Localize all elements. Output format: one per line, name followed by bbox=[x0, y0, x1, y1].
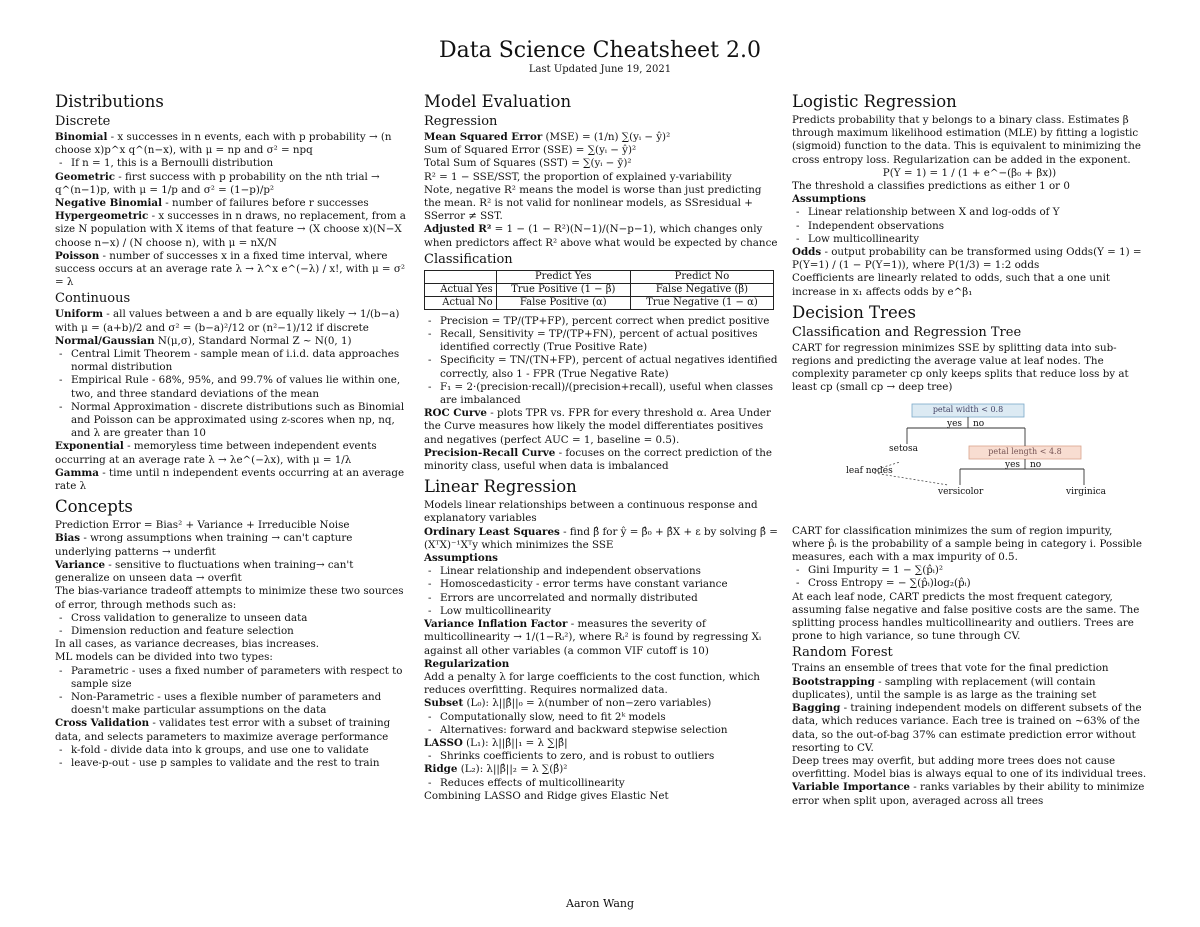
exponential-text bbox=[55, 440, 410, 466]
all-cases-text: In all cases, as variance decreases, bias increases. bbox=[55, 638, 320, 651]
odds-term: Odds bbox=[792, 246, 822, 259]
normal-text bbox=[55, 335, 410, 348]
adj-r2-text bbox=[424, 223, 779, 249]
hypergeo-term: Hypergeometric bbox=[55, 210, 149, 223]
threshold-text: The threshold a classifies predictions as either 1 or 0 bbox=[792, 180, 1070, 193]
roc-desc: - plots TPR vs. FPR for every threshold α. Area Under the Curve measures how likely the model differentiates positives and negatives (perfect AUC = 1, baseline = 0.5). bbox=[424, 407, 771, 446]
list-item: - Linear relationship between X and log-odds of Y bbox=[792, 206, 1147, 219]
gamma-desc: - time until n independent events occurring at an average rate λ bbox=[55, 466, 405, 493]
hypergeo-text bbox=[55, 210, 410, 250]
uniform-term: Uniform bbox=[55, 308, 103, 321]
regularization-heading: Regularization bbox=[424, 657, 510, 670]
bias-text bbox=[55, 532, 410, 558]
ml-types-text: ML models can be divided into two types: bbox=[55, 651, 273, 664]
split2-no-label: no bbox=[1030, 459, 1042, 470]
r2-text: R² = 1 − SSE/SST, the proportion of explained y-variability bbox=[424, 170, 732, 183]
deep-trees-text: Deep trees may overfit, but adding more trees does not cause overfitting. Model bias is always equal to one of its individual trees. bbox=[792, 754, 1147, 781]
table-cell: False Negative (β) bbox=[630, 283, 773, 296]
logistic-heading: Logistic Regression bbox=[792, 92, 957, 111]
column-1 bbox=[55, 88, 410, 770]
table-cell: Predict Yes bbox=[496, 270, 630, 283]
list-item: - Recall, Sensitivity = TP/(TP+FN), percent of actual positives identified correctly (True Positive Rate) bbox=[424, 328, 779, 354]
variance-text bbox=[55, 559, 410, 585]
subset-list bbox=[424, 711, 779, 737]
roc-text bbox=[424, 407, 779, 447]
poisson-term: Poisson bbox=[55, 249, 100, 262]
list-item: - Gini Impurity = 1 − ∑(p̂ᵢ)² bbox=[792, 564, 1147, 577]
negbin-text bbox=[55, 197, 410, 210]
list-item: - k-fold - divide data into k groups, and use one to validate bbox=[55, 744, 410, 757]
ridge-term: Ridge bbox=[424, 763, 458, 776]
mse-term: Mean Squared Error bbox=[424, 131, 543, 143]
logistic-assumptions-heading: Assumptions bbox=[792, 193, 866, 206]
linear-assumptions-heading: Assumptions bbox=[424, 552, 498, 565]
gamma-text bbox=[55, 467, 410, 493]
variance-term: Variance bbox=[55, 558, 106, 571]
subset-text bbox=[424, 697, 779, 710]
list-item: - Non-Parametric - uses a flexible number of parameters and doesn't make particular assumptions on the data bbox=[55, 691, 410, 717]
list-item: - Cross Entropy = − ∑(p̂ᵢ)log₂(p̂ᵢ) bbox=[792, 577, 1147, 590]
table-cell: Actual No bbox=[425, 296, 497, 309]
gamma-term: Gamma bbox=[55, 466, 99, 479]
linear-heading: Linear Regression bbox=[424, 477, 577, 497]
list-item: - Central Limit Theorem - sample mean of i.i.d. data approaches normal distribution bbox=[55, 348, 410, 374]
classification-metrics-list bbox=[424, 315, 779, 407]
vif-desc: - measures the severity of multicollinearity → 1/(1−Rᵢ²), where Rᵢ² is found by regressing Xᵢ against all other variables (a common VIF cutoff is 10) bbox=[424, 618, 762, 657]
binomial-term: Binomial bbox=[55, 131, 108, 143]
list-item: - Dimension reduction and feature selection bbox=[55, 625, 410, 638]
table-cell bbox=[425, 270, 497, 283]
tree-root-label: petal width < 0.8 bbox=[932, 404, 1004, 414]
list-item: - Cross validation to generalize to unseen data bbox=[55, 612, 410, 625]
list-item: - Homoscedasticity - error terms have constant variance bbox=[424, 578, 779, 591]
binomial-desc: - x successes in n events, each with p probability → (n choose x)p^x q^(n−x), with μ = np and σ² = npq bbox=[55, 131, 392, 157]
normal-term: Normal/Gaussian bbox=[55, 334, 155, 347]
linear-intro: Models linear relationships between a continuous response and explanatory variables bbox=[424, 499, 758, 525]
geometric-term: Geometric bbox=[55, 170, 116, 183]
roc-term: ROC Curve bbox=[424, 407, 487, 420]
table-row bbox=[425, 283, 774, 296]
tree-split2-label: petal length < 4.8 bbox=[988, 446, 1062, 456]
poisson-text bbox=[55, 250, 410, 290]
hypergeo-desc: - x successes in n draws, no replacement, from a size N population with X items of that feature → (X choose x)(N−X choose n−x) / (N choose n), with μ = nX/N bbox=[55, 210, 406, 249]
page-header bbox=[0, 38, 1200, 76]
list-item: - Shrinks coefficients to zero, and is robust to outliers bbox=[424, 750, 779, 763]
lasso-text bbox=[424, 737, 779, 750]
coef-text: Coefficients are linearly related to odds, such that a one unit increase in x₁ affects odds by e^β₁ bbox=[792, 272, 1111, 298]
page-footer-author: Aaron Wang bbox=[566, 897, 634, 910]
mse-text bbox=[424, 131, 779, 144]
bias-term: Bias bbox=[55, 532, 81, 545]
bias-desc: - wrong assumptions when training → can't capture underlying patterns → underfit bbox=[55, 532, 353, 558]
last-updated: Last Updated June 19, 2021 bbox=[528, 64, 672, 75]
exponential-desc: - memoryless time between independent events occurring at an average rate λ → λe^(−λx), with μ = 1/λ bbox=[55, 440, 377, 466]
variable-importance-term: Variable Importance bbox=[792, 781, 910, 794]
root-no-label: no bbox=[973, 418, 985, 429]
elastic-net-text: Combining LASSO and Ridge gives Elastic Net bbox=[424, 789, 669, 802]
list-item: - Precision = TP/(TP+FP), percent correct when predict positive bbox=[424, 315, 779, 328]
discrete-heading: Discrete bbox=[55, 114, 111, 129]
ml-types-list bbox=[55, 665, 410, 718]
table-cell: True Negative (1 − α) bbox=[630, 296, 773, 309]
tree-lines bbox=[792, 401, 1147, 523]
regularization-intro: Add a penalty λ for large coefficients to the cost function, which reduces overfitting. Requires normalized data. bbox=[424, 670, 760, 697]
continuous-heading: Continuous bbox=[55, 291, 131, 307]
leaf-nodes-label: leaf nodes bbox=[846, 465, 893, 476]
split2-yes-label: yes bbox=[1005, 459, 1021, 470]
binomial-text bbox=[55, 131, 410, 157]
sst-text: Total Sum of Squares (SST) = ∑(yᵢ − ȳ)² bbox=[424, 157, 632, 170]
list-item: - Parametric - uses a fixed number of parameters with respect to sample size bbox=[55, 665, 410, 691]
mse-desc: (MSE) = (1/n) ∑(yᵢ − ŷ)² bbox=[542, 131, 671, 143]
bagging-term: Bagging bbox=[792, 702, 841, 715]
cart-heading: Classification and Regression Tree bbox=[792, 324, 1022, 340]
cv-list bbox=[55, 744, 410, 770]
table-cell: Actual Yes bbox=[425, 283, 497, 296]
odds-text bbox=[792, 246, 1147, 272]
table-cell: True Positive (1 − β) bbox=[496, 283, 630, 296]
negbin-term: Negative Binomial bbox=[55, 197, 162, 210]
list-item: - Alternatives: forward and backward stepwise selection bbox=[424, 724, 779, 737]
list-item: - F₁ = 2·(precision·recall)/(precision+recall), useful when classes are imbalanced bbox=[424, 381, 779, 407]
column-2 bbox=[424, 88, 779, 803]
bagging-text bbox=[792, 702, 1147, 755]
bootstrapping-text bbox=[792, 676, 1147, 702]
cv-term: Cross Validation bbox=[55, 717, 150, 730]
list-item: - leave-p-out - use p samples to validate and the rest to train bbox=[55, 757, 410, 770]
binomial-list bbox=[55, 157, 410, 170]
adj-r2-term: Adjusted R² bbox=[424, 223, 492, 236]
table-cell: False Positive (α) bbox=[496, 296, 630, 309]
list-item: - Low multicollinearity bbox=[792, 233, 1147, 246]
linear-assumptions-list bbox=[424, 565, 779, 618]
pr-text bbox=[424, 447, 779, 473]
ols-term: Ordinary Least Squares bbox=[424, 525, 560, 538]
lasso-list bbox=[424, 750, 779, 763]
geometric-desc: - first success with p probability on the nth trial → q^(n−1)p, with μ = 1/p and σ² = (1−p)/p² bbox=[55, 170, 380, 196]
list-item: - If n = 1, this is a Bernoulli distribution bbox=[55, 157, 410, 170]
vif-text bbox=[424, 618, 779, 658]
ridge-desc: (L₂): λ||β̂||₂ = λ ∑(β̂)² bbox=[457, 763, 568, 776]
variable-importance-text bbox=[792, 781, 1147, 807]
subset-term: Subset bbox=[424, 697, 464, 710]
list-item: - Reduces effects of multicollinearity bbox=[424, 777, 779, 790]
ols-desc: - find β̂ for ŷ = β̂₀ + β̂X + ε by solving β̂ = (XᵀX)⁻¹Xᵀy which minimizes the SSE bbox=[424, 525, 778, 551]
concepts-heading: Concepts bbox=[55, 497, 133, 517]
list-item: - Empirical Rule - 68%, 95%, and 99.7% of values lie within one, two, and three standard deviations of the mean bbox=[55, 374, 410, 400]
impurity-list bbox=[792, 564, 1147, 590]
table-row bbox=[425, 296, 774, 309]
list-item: - Errors are uncorrelated and normally distributed bbox=[424, 592, 779, 605]
uniform-text bbox=[55, 308, 410, 334]
confusion-matrix bbox=[424, 270, 774, 310]
root-yes-label: yes bbox=[947, 418, 963, 429]
leaf-versicolor: versicolor bbox=[938, 486, 984, 497]
bagging-desc: - training independent models on different subsets of the data, which reduces variance. Each tree is trained on ~63% of the data, so the out-of-bag 37% can estimate prediction error without resorting to CV. bbox=[792, 702, 1142, 754]
lasso-term: LASSO bbox=[424, 736, 463, 749]
exponential-term: Exponential bbox=[55, 440, 124, 453]
ols-text bbox=[424, 526, 779, 552]
regression-heading: Regression bbox=[424, 114, 498, 129]
list-item: - Linear relationship and independent observations bbox=[424, 565, 779, 578]
cv-desc: - validates test error with a subset of training data, and selects parameters to maximize average performance bbox=[55, 717, 391, 743]
ridge-list bbox=[424, 777, 779, 790]
poisson-desc: - number of successes x in a fixed time interval, where success occurs at an average rate λ → λ^x e^(−λ) / x!, with μ = σ² = λ bbox=[55, 249, 405, 289]
geometric-text bbox=[55, 171, 410, 197]
logistic-formula: P(Y = 1) = 1 / (1 + e^−(β₀ + βx)) bbox=[882, 166, 1057, 179]
vif-term: Variance Inflation Factor bbox=[424, 618, 568, 631]
pred-error-text: Prediction Error = Bias² + Variance + Irreducible Noise bbox=[55, 519, 350, 532]
normal-desc: N(μ,σ), Standard Normal Z ~ N(0, 1) bbox=[154, 334, 352, 347]
adj-r2-desc: = 1 − (1 − R²)(N−1)/(N−p−1), which changes only when predictors affect R² above what would be expected by chance bbox=[424, 223, 778, 249]
cart-intro: CART for regression minimizes SSE by splitting data into sub-regions and predicting the average value at leaf nodes. The complexity parameter cp only keeps splits that reduce loss by at least cp (small cp → deep tree) bbox=[792, 341, 1129, 394]
leaf-prediction-text: At each leaf node, CART predicts the most frequent category, assuming false negative and false positive costs are the same. The splitting process handles multicollinearity and outliers. Trees are prone to high variance, so tune through CV. bbox=[792, 590, 1140, 643]
list-item: - Low multicollinearity bbox=[424, 605, 779, 618]
decision-tree-diagram bbox=[792, 401, 1147, 523]
leaf-virginica: virginica bbox=[1066, 486, 1106, 497]
normal-list bbox=[55, 348, 410, 440]
random-forest-heading: Random Forest bbox=[792, 645, 893, 661]
odds-desc: - output probability can be transformed using Odds(Y = 1) = P(Y=1) / (1 − P(Y=1)), where P(1/3) = 1:2 odds bbox=[792, 246, 1142, 272]
model-eval-heading: Model Evaluation bbox=[424, 92, 572, 111]
r2-note: Note, negative R² means the model is worse than just predicting the mean. R² is not valid for nonlinear models, as SSresidual + SSerror ≠ SST. bbox=[424, 183, 762, 223]
list-item: - Specificity = TN/(TN+FP), percent of actual negatives identified correctly, also 1 - FPR (True Negative Rate) bbox=[424, 354, 779, 380]
tradeoff-list bbox=[55, 612, 410, 638]
sse-text: Sum of Squared Error (SSE) = ∑(yᵢ − ŷ)² bbox=[424, 144, 637, 157]
classification-heading: Classification bbox=[424, 251, 513, 267]
leaf-setosa: setosa bbox=[889, 443, 918, 454]
cart-classification-text: CART for classification minimizes the sum of region impurity, where p̂ᵢ is the probability of a sample being in category i. Possible measures, each with a max impurity of 0.5. bbox=[792, 524, 1143, 564]
lasso-desc: (L₁): λ||β̂||₁ = λ ∑|β̂| bbox=[462, 736, 568, 749]
pr-term: Precision-Recall Curve bbox=[424, 446, 556, 459]
ridge-text bbox=[424, 763, 779, 776]
negbin-desc: - number of failures before r successes bbox=[161, 197, 369, 210]
page-title: Data Science Cheatsheet 2.0 bbox=[439, 38, 761, 63]
variable-importance-desc: - ranks variables by their ability to minimize error when split upon, averaged across all trees bbox=[792, 781, 1145, 807]
bootstrapping-term: Bootstrapping bbox=[792, 675, 875, 688]
list-item: - Independent observations bbox=[792, 220, 1147, 233]
list-item: - Computationally slow, need to fit 2ᵏ models bbox=[424, 711, 779, 724]
list-item: - Normal Approximation - discrete distributions such as Binomial and Poisson can be approximated using z-scores when np, nq, and λ are greater than 10 bbox=[55, 401, 410, 441]
tradeoff-text: The bias-variance tradeoff attempts to minimize these two sources of error, through methods such as: bbox=[55, 585, 404, 611]
logistic-intro: Predicts probability that y belongs to a binary class. Estimates β through maximum likelihood estimation (MLE) by fitting a logistic (sigmoid) function to the data. This is equivalent to minimizing the cross entropy loss. Regularization can be added in the exponent. bbox=[792, 114, 1141, 166]
variance-desc: - sensitive to fluctuations when training→ can't generalize on unseen data → overfit bbox=[55, 558, 354, 585]
bootstrapping-desc: - sampling with replacement (will contain duplicates), until the sample is as large as the training set bbox=[792, 675, 1097, 701]
forest-intro: Trains an ensemble of trees that vote for the final prediction bbox=[792, 662, 1109, 675]
pr-desc: - focuses on the correct prediction of the minority class, useful when data is imbalanced bbox=[424, 446, 772, 473]
trees-heading: Decision Trees bbox=[792, 302, 916, 322]
distributions-heading: Distributions bbox=[55, 92, 164, 111]
cv-text bbox=[55, 717, 410, 743]
column-3 bbox=[792, 88, 1147, 808]
table-header-row bbox=[425, 270, 774, 283]
logistic-assumptions-list bbox=[792, 206, 1147, 246]
subset-desc: (L₀): λ||β̂||₀ = λ(number of non−zero variables) bbox=[463, 697, 712, 710]
uniform-desc: - all values between a and b are equally likely → 1/(b−a) with μ = (a+b)/2 and σ² = (b−a)²/12 or (n²−1)/12 if discrete bbox=[55, 308, 400, 334]
table-cell: Predict No bbox=[630, 270, 773, 283]
